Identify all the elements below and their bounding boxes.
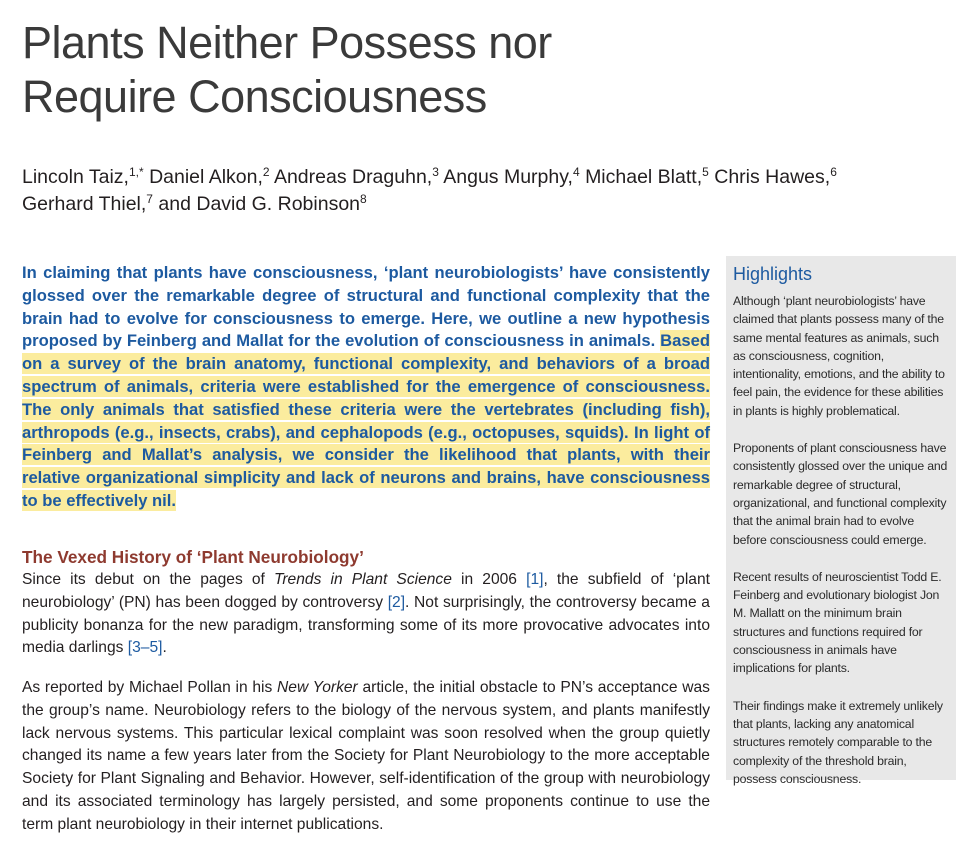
highlight-item: Proponents of plant consciousness have consistently glossed over the unique and remarkable degree of structural, organizational, and functional complexity that the animal brain had to evolve before consciousness could emerge. <box>733 441 948 547</box>
title-line-2: Require Consciousness <box>22 71 487 122</box>
author-affiliation: 3 <box>432 165 439 179</box>
highlight-item: Their findings make it extremely unlikely that plants, lacking any anatomical structures remotely comparable to the complexity of the threshold brain, possess consciousness. <box>733 698 943 786</box>
article-title <box>22 16 722 124</box>
journal-name: Trends in Plant Science <box>274 571 452 588</box>
abstract-highlighted-text: Based on a survey of the brain anatomy, functional complexity, and behaviors of a broad spectrum of animals, criteria were established for the emergence of consciousness. The only animals that satisfied these criteria were the vertebrates (including fish), arthropods (e.g., insects, crabs), and cephalopods (e.g., octopuses, squids). In light of Feinberg and Mallat’s analysis, we consider the likelihood that plants, with their relative organizational simplicity and lack of neurons and brains, have consciousness to be effectively nil. <box>22 331 710 510</box>
author-name: Lincoln Taiz, <box>22 166 129 188</box>
author-name: Daniel Alkon, <box>149 166 263 188</box>
citation-link[interactable]: [3–5] <box>127 639 163 657</box>
citation-link[interactable]: [2] <box>387 593 406 611</box>
p2-text-a: As reported by Michael Pollan in his <box>22 679 273 696</box>
highlight-item: Although ‘plant neurobiologists’ have claimed that plants possess many of the same mental features as animals, such as consciousness, cognition, intentionality, emotions, and the ability to feel pain, the evidence for these abilities in plants is highly problematical. <box>733 294 945 418</box>
section-heading: The Vexed History of ‘Plant Neurobiology’ <box>22 547 364 567</box>
author-affiliation: 6 <box>830 165 837 179</box>
highlights-box <box>726 256 956 786</box>
title-line-1: Plants Neither Possess nor <box>22 17 552 68</box>
author-affiliation: 7 <box>146 192 153 206</box>
magazine-name: New Yorker <box>277 679 358 696</box>
highlight-item: Recent results of neuroscientist Todd E. Feinberg and evolutionary biologist Jon M. Mallatt on the minimum brain structures and functions required for consciousness in animals have implications for plants. <box>733 569 942 676</box>
highlights-title: Highlights <box>733 264 813 284</box>
author-name: Michael Blatt, <box>585 166 703 188</box>
body-paragraph-2 <box>22 677 710 837</box>
citation-link[interactable]: [1] <box>526 571 544 588</box>
author-name: Gerhard Thiel, <box>22 193 147 215</box>
p1-text-d: . Not surprisingly, the controversy became a publicity bonanza for the new paradigm, transforming some of its more provocative advocates into media darlings <box>22 593 710 657</box>
author-name: Chris Hawes, <box>714 166 831 188</box>
abstract-text: In claiming that plants have consciousness, ‘plant neurobiologists’ have consistently glossed over the remarkable degree of structural and functional complexity that the brain had to evolve for consciousness to emerge. Here, we outline a new hypothesis proposed by Feinberg and Mallat for the evolution of consciousness in animals. <box>22 263 710 351</box>
body-paragraph-1 <box>22 569 710 660</box>
author-affiliation: 5 <box>702 165 709 179</box>
p1-text-c: , the subfield of ‘plant neurobiology’ (PN) has been dogged by controversy <box>22 571 710 611</box>
p2-text-b: article, the initial obstacle to PN’s acceptance was the group’s name. Neurobiology refers to the biology of the nervous system, and plants manifestly lack nervous systems. This particular lexical complaint was soon resolved when the group quietly changed its name a few years later from the Society for Plant Neurobiology to the more acceptable Society for Plant Signaling and Behavior. However, self-identification of the group with neurobiology and its associated terminology has largely persisted, and some proponents continue to use the term plant neurobiology in their internet publications. <box>22 679 710 833</box>
author-affiliation: 4 <box>572 165 580 179</box>
author-name: and David G. Robinson <box>158 193 361 215</box>
author-list <box>22 164 902 218</box>
p1-text-b: in 2006 <box>461 571 517 588</box>
author-name: Andreas Draguhn, <box>273 166 433 188</box>
p1-text-a: Since its debut on the pages of <box>22 571 265 588</box>
author-affiliation: 2 <box>262 165 270 179</box>
author-affiliation: 1,* <box>128 165 144 179</box>
author-affiliation: 8 <box>360 192 367 206</box>
p1-text-e: . <box>162 639 167 657</box>
author-name: Angus Murphy, <box>443 166 573 188</box>
abstract <box>22 262 710 513</box>
